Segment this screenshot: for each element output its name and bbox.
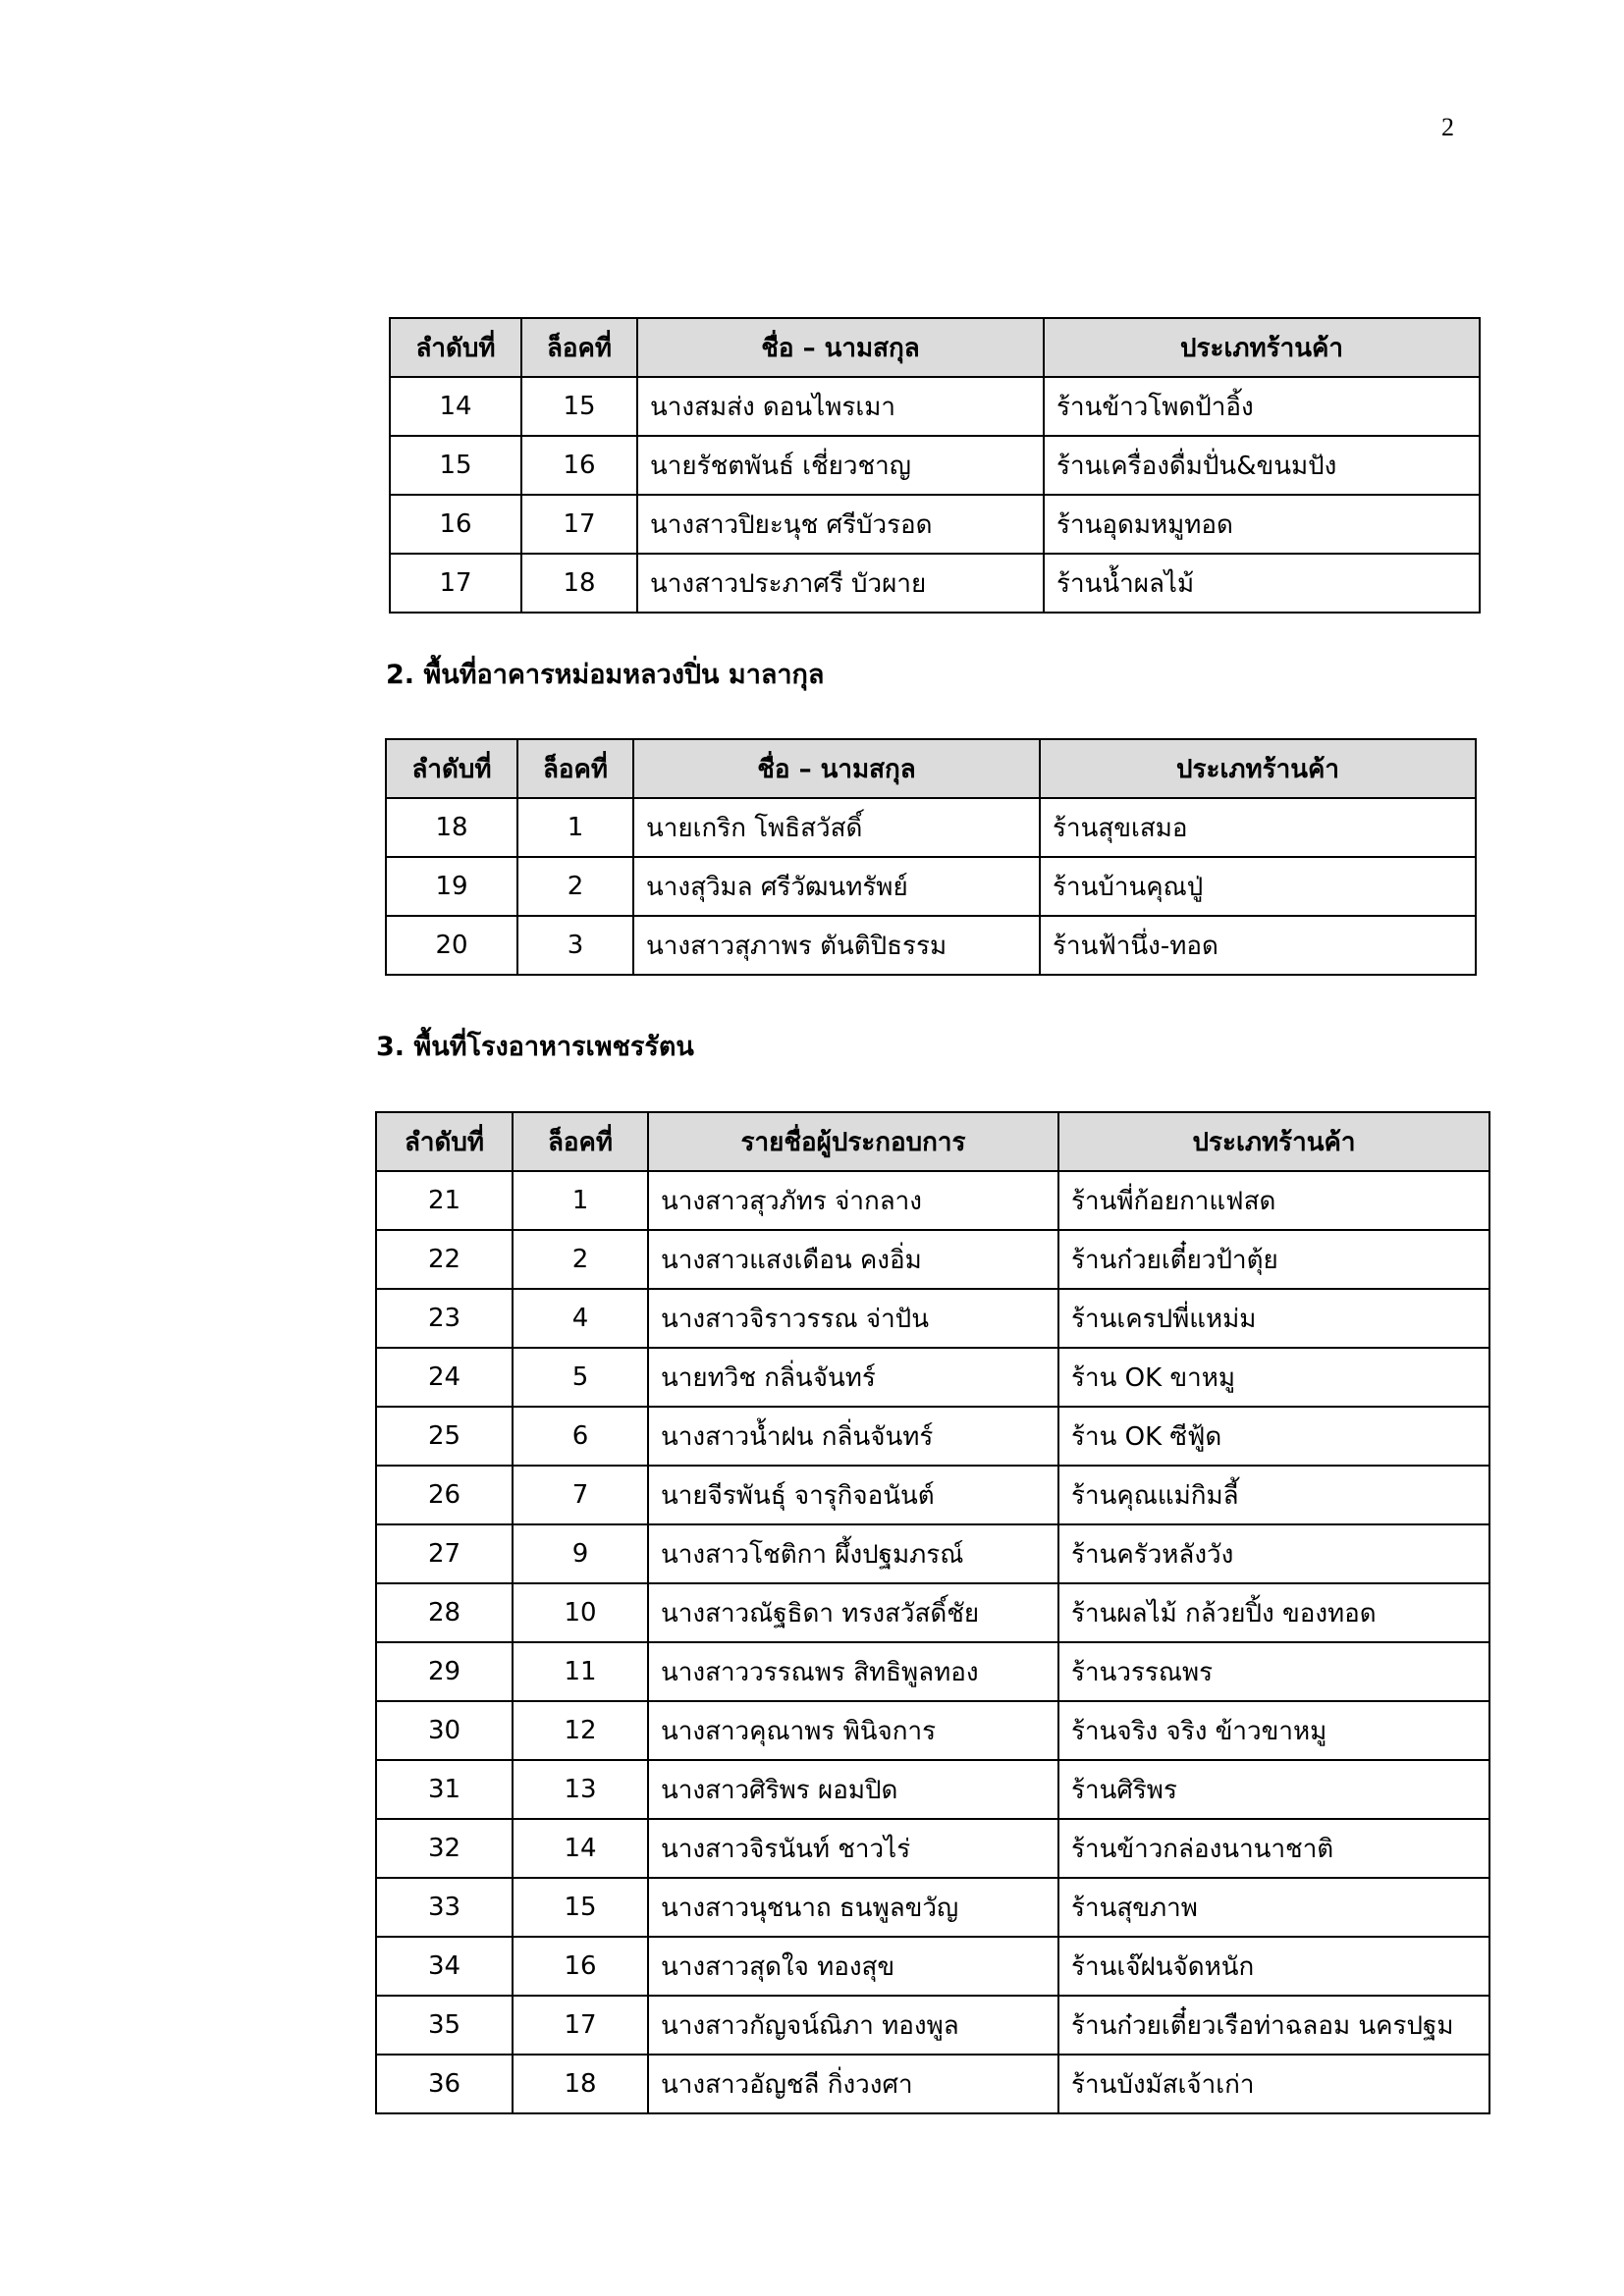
lock-number-cell: 7 [513,1466,648,1524]
column-header: ลำดับที่ [386,739,517,798]
vendor-name-cell: นายเกริก โพธิสวัสดิ์ [633,798,1040,857]
table-header-row [386,739,1476,798]
vendor-name-cell: นางสาวอัญชลี กิ่งวงศา [648,2055,1058,2113]
row-order-cell: 16 [390,495,521,554]
row-order-cell: 25 [376,1407,513,1466]
table-row [376,1583,1489,1642]
row-order-cell: 31 [376,1760,513,1819]
row-order-cell: 24 [376,1348,513,1407]
table-row [376,1819,1489,1878]
shop-type-cell: ร้านพี่ก้อยกาแฟสด [1058,1171,1489,1230]
vendor-table-1 [389,317,1481,614]
table-row [376,1937,1489,1996]
shop-type-cell: ร้านเครปพี่แหม่ม [1058,1289,1489,1348]
vendor-name-cell: นางสาวสุวภัทร จ่ากลาง [648,1171,1058,1230]
lock-number-cell: 12 [513,1701,648,1760]
vendor-name-cell: นางสาวจิราวรรณ จ่าปัน [648,1289,1058,1348]
row-order-cell: 21 [376,1171,513,1230]
shop-type-cell: ร้านข้าวโพดป้าอิ้ง [1044,377,1480,436]
table-row [376,1878,1489,1937]
lock-number-cell: 16 [513,1937,648,1996]
lock-number-cell: 11 [513,1642,648,1701]
vendor-name-cell: นางสาวแสงเดือน คงอิ่ม [648,1230,1058,1289]
table-row [376,1230,1489,1289]
column-header: ล็อคที่ [521,318,637,377]
table-row [376,1171,1489,1230]
lock-number-cell: 15 [521,377,637,436]
vendor-name-cell: นายทวิช กลิ่นจันทร์ [648,1348,1058,1407]
shop-type-cell: ร้านฟ้านึ่ง-ทอด [1040,916,1476,975]
vendor-name-cell: นางสาวประภาศรี บัวผาย [637,554,1044,613]
lock-number-cell: 13 [513,1760,648,1819]
row-order-cell: 23 [376,1289,513,1348]
vendor-name-cell: นางสาวศิริพร ผอมปิด [648,1760,1058,1819]
vendor-name-cell: นางสาวโชติกา ผึ้งปฐมภรณ์ [648,1524,1058,1583]
shop-type-cell: ร้านน้ำผลไม้ [1044,554,1480,613]
shop-type-cell: ร้านสุขเสมอ [1040,798,1476,857]
row-order-cell: 19 [386,857,517,916]
lock-number-cell: 1 [517,798,633,857]
vendor-name-cell: นางสาวกัญจน์ณิภา ทองพูล [648,1996,1058,2055]
shop-type-cell: ร้านศิริพร [1058,1760,1489,1819]
table-row [390,495,1480,554]
lock-number-cell: 3 [517,916,633,975]
shop-type-cell: ร้านผลไม้ กล้วยปิ้ง ของทอด [1058,1583,1489,1642]
vendor-name-cell: นางสาวสุดใจ ทองสุข [648,1937,1058,1996]
lock-number-cell: 6 [513,1407,648,1466]
shop-type-cell: ร้านครัวหลังวัง [1058,1524,1489,1583]
row-order-cell: 26 [376,1466,513,1524]
shop-type-cell: ร้านเครื่องดื่มปั่น&ขนมปัง [1044,436,1480,495]
row-order-cell: 14 [390,377,521,436]
table-row [376,1642,1489,1701]
column-header: ชื่อ – นามสกุล [637,318,1044,377]
shop-type-cell: ร้านเจ๊ฝนจัดหนัก [1058,1937,1489,1996]
row-order-cell: 32 [376,1819,513,1878]
lock-number-cell: 1 [513,1171,648,1230]
shop-type-cell: ร้านอุดมหมูทอด [1044,495,1480,554]
vendor-name-cell: นายรัชตพันธ์ เชี่ยวชาญ [637,436,1044,495]
lock-number-cell: 9 [513,1524,648,1583]
lock-number-cell: 17 [513,1996,648,2055]
row-order-cell: 35 [376,1996,513,2055]
vendor-table-2 [385,738,1477,976]
shop-type-cell: ร้านก๋วยเตี๋ยวเรือท่าฉลอม นครปฐม [1058,1996,1489,2055]
lock-number-cell: 17 [521,495,637,554]
column-header: ประเภทร้านค้า [1040,739,1476,798]
row-order-cell: 22 [376,1230,513,1289]
vendor-table-3 [375,1111,1490,2114]
vendor-name-cell: นายจีรพันธุ์ จารุกิจอนันต์ [648,1466,1058,1524]
table-row [376,1996,1489,2055]
vendor-name-cell: นางสาวสุภาพร ตันติปิธรรม [633,916,1040,975]
row-order-cell: 18 [386,798,517,857]
row-order-cell: 17 [390,554,521,613]
table-row [376,1760,1489,1819]
row-order-cell: 20 [386,916,517,975]
column-header: ประเภทร้านค้า [1044,318,1480,377]
column-header: ชื่อ – นามสกุล [633,739,1040,798]
column-header: รายชื่อผู้ประกอบการ [648,1112,1058,1171]
table-header-row [376,1112,1489,1171]
shop-type-cell: ร้านวรรณพร [1058,1642,1489,1701]
column-header: ลำดับที่ [376,1112,513,1171]
table-row [376,1701,1489,1760]
shop-type-cell: ร้านบังมัสเจ้าเก่า [1058,2055,1489,2113]
lock-number-cell: 16 [521,436,637,495]
vendor-name-cell: นางสุวิมล ศรีวัฒนทรัพย์ [633,857,1040,916]
table-row [376,1466,1489,1524]
vendor-name-cell: นางสาวนุชนาถ ธนพูลขวัญ [648,1878,1058,1937]
vendor-name-cell: นางสาวคุณาพร พินิจการ [648,1701,1058,1760]
table-row [376,1407,1489,1466]
lock-number-cell: 5 [513,1348,648,1407]
vendor-name-cell: นางสาวน้ำฝน กลิ่นจันทร์ [648,1407,1058,1466]
lock-number-cell: 14 [513,1819,648,1878]
table-row [376,1348,1489,1407]
vendor-name-cell: นางสาวจิรนันท์ ชาวไร่ [648,1819,1058,1878]
vendor-name-cell: นางสมส่ง ดอนไพรเมา [637,377,1044,436]
shop-type-cell: ร้านคุณแม่กิมลี้ [1058,1466,1489,1524]
table-header-row [390,318,1480,377]
table-row [376,2055,1489,2113]
table-row [376,1289,1489,1348]
page-number: 2 [1441,113,1454,141]
lock-number-cell: 2 [513,1230,648,1289]
row-order-cell: 29 [376,1642,513,1701]
section-heading-3: 3. พื้นที่โรงอาหารเพชรรัตน [376,1032,694,1062]
table-row [386,916,1476,975]
row-order-cell: 30 [376,1701,513,1760]
shop-type-cell: ร้านข้าวกล่องนานาชาติ [1058,1819,1489,1878]
vendor-name-cell: นางสาวปิยะนุช ศรีบัวรอด [637,495,1044,554]
shop-type-cell: ร้านสุขภาพ [1058,1878,1489,1937]
row-order-cell: 34 [376,1937,513,1996]
vendor-name-cell: นางสาวณัฐธิดา ทรงสวัสดิ์ชัย [648,1583,1058,1642]
shop-type-cell: ร้าน OK ขาหมู [1058,1348,1489,1407]
section-heading-2: 2. พื้นที่อาคารหม่อมหลวงปิ่น มาลากุล [386,660,825,690]
table-row [390,377,1480,436]
shop-type-cell: ร้านบ้านคุณปู่ [1040,857,1476,916]
column-header: ล็อคที่ [517,739,633,798]
table-row [386,857,1476,916]
row-order-cell: 33 [376,1878,513,1937]
row-order-cell: 28 [376,1583,513,1642]
lock-number-cell: 2 [517,857,633,916]
lock-number-cell: 18 [513,2055,648,2113]
lock-number-cell: 15 [513,1878,648,1937]
row-order-cell: 15 [390,436,521,495]
lock-number-cell: 4 [513,1289,648,1348]
row-order-cell: 36 [376,2055,513,2113]
lock-number-cell: 10 [513,1583,648,1642]
vendor-name-cell: นางสาววรรณพร สิทธิพูลทอง [648,1642,1058,1701]
column-header: ประเภทร้านค้า [1058,1112,1489,1171]
column-header: ลำดับที่ [390,318,521,377]
table-row [390,436,1480,495]
table-row [390,554,1480,613]
table-row [386,798,1476,857]
shop-type-cell: ร้าน OK ซีฟู้ด [1058,1407,1489,1466]
shop-type-cell: ร้านก๋วยเตี๋ยวป้าตุ้ย [1058,1230,1489,1289]
lock-number-cell: 18 [521,554,637,613]
table-row [376,1524,1489,1583]
row-order-cell: 27 [376,1524,513,1583]
shop-type-cell: ร้านจริง จริง ข้าวขาหมู [1058,1701,1489,1760]
column-header: ล็อคที่ [513,1112,648,1171]
